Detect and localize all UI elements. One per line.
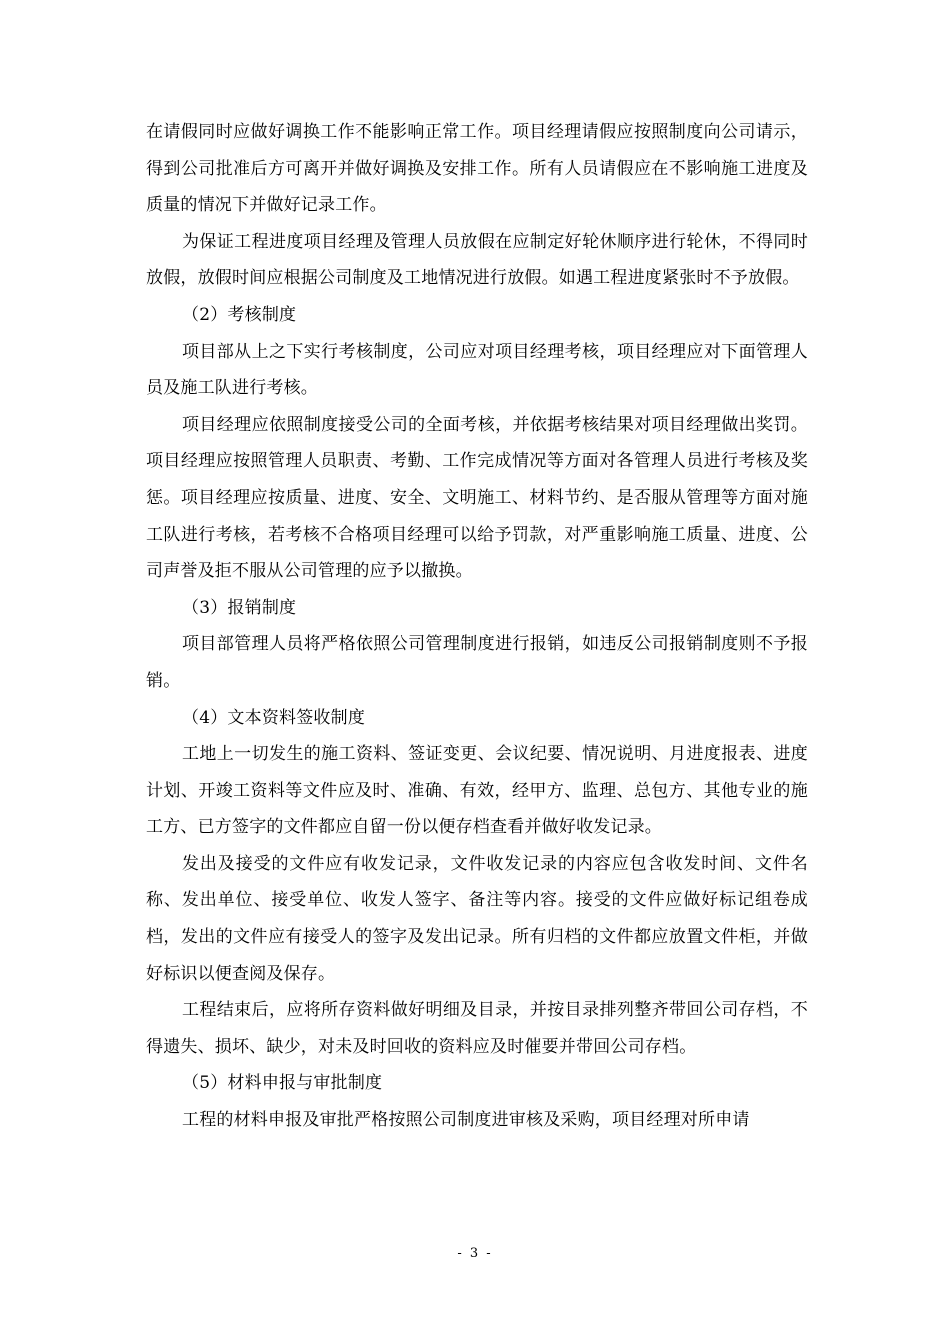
paragraph: 项目经理应依照制度接受公司的全面考核，并依据考核结果对项目经理做出奖罚。项目经理应按照管理人员职责、考勤、工作完成情况等方面对各管理人员进行考核及奖惩。项目经理应按质量、进度、安全、文明施工、材料节约、是否服从管理等方面对施工队进行考核，若考核不合格项目经理可以给予罚款，对严重影响施工质量、进度、公司声誉及拒不服从公司管理的应予以撤换。 [146, 414, 808, 582]
paragraph: 在请假同时应做好调换工作不能影响正常工作。项目经理请假应按照制度向公司请示，得到公司批准后方可离开并做好调换及安排工作。所有人员请假应在不影响施工进度及质量的情况下并做好记录工作。 [146, 122, 808, 216]
section-heading: （4）文本资料签收制度 [182, 707, 366, 728]
paragraph: 项目部从上之下实行考核制度，公司应对项目经理考核，项目经理应对下面管理人员及施工队进行考核。 [146, 341, 808, 399]
paragraph: 工程的材料申报及审批严格按照公司制度进审核及采购，项目经理对所申请 [182, 1110, 750, 1131]
paragraph: 项目部管理人员将严格依照公司管理制度进行报销，如违反公司报销制度则不予报销。 [146, 634, 808, 691]
body-text [146, 114, 808, 1139]
paragraph: 为保证工程进度项目经理及管理人员放假在应制定好轮休顺序进行轮休，不得同时放假，放假时间应根据公司制度及工地情况进行放假。如遇工程进度紧张时不予放假。 [146, 231, 808, 289]
section-heading: （5）材料申报与审批制度 [182, 1073, 383, 1094]
paragraph: 工程结束后，应将所存资料做好明细及目录，并按目录排列整齐带回公司存档，不得遗失、损坏、缺少，对未及时回收的资料应及时催要并带回公司存档。 [146, 1000, 808, 1057]
page-number: - 3 - [457, 1246, 493, 1261]
paragraph: 工地上一切发生的施工资料、签证变更、会议纪要、情况说明、月进度报表、进度计划、开竣工资料等文件应及时、准确、有效，经甲方、监理、总包方、其他专业的施工方、已方签字的文件都应自留一份以便存档查看并做好收发记录。 [146, 744, 808, 838]
section-heading: （2）考核制度 [182, 304, 297, 325]
paragraph: 发出及接受的文件应有收发记录，文件收发记录的内容应包含收发时间、文件名称、发出单位、接受单位、收发人签字、备注等内容。接受的文件应做好标记组卷成档，发出的文件应有接受人的签字及发出记录。所有归档的文件都应放置文件柜，并做好标识以便查阅及保存。 [146, 853, 808, 984]
section-heading: （3）报销制度 [182, 597, 297, 618]
